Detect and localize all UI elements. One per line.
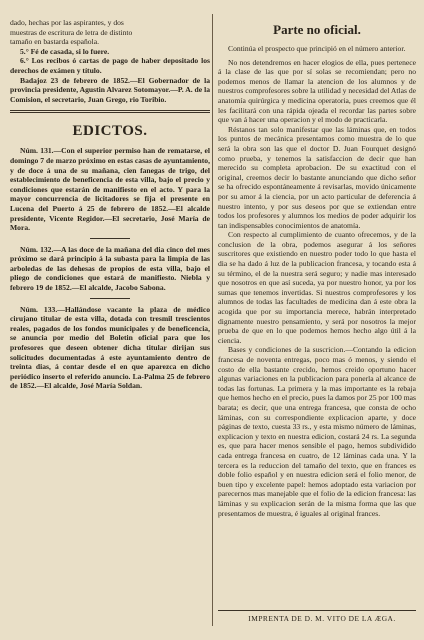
- prospectus-paragraph-3: Con respecto al cumplimiento de cuanto ofrecemos, y de la conclusion de la obra, podemos asegurar á los señores suscritores que existiendo en nuestro poder todo lo que hasta el dia se ha dado á luz de la publicacion francesa, y tocando esta á su término, el de la nuestra será seguro; y nadie mas interesado que nosotros en que así suceda, ya por nuestro honor, ya por los sumas que tenemos invertidas. Si nuestros comprofesores y los alumnos de todas las facultades de medicina dan á este obra la acogida que por su importancia merece, habrán interpretado dignamente nuestro pensamiento, y será por nosotros la mejor prueba de que en lo que podemos hemos hecho algo útil á la ciencia.: [218, 230, 416, 345]
- edicto-133: Núm. 133.—Hallándose vacante la plaza de médico cirujano titular de esta villa, dotada con tresmil trescientos reales, pagados de los fondos municipales y de beneficencia, se anuncia por medio del Boletin oficial para que los profesores que deseen obtener dicha titular dirijan sus solicitudes documentadas á este ayuntamiento dentro de treinta dias, á contar desde el en que aparezca en dicho periódico inserto el referido anuncio. La-Palma 25 de febrero de 1852.—El alcalde, José María Soldan.: [10, 304, 210, 391]
- edicto-131: Núm. 131.—Con el superior permiso han de rematarse, el domingo 7 de marzo próximo en estas casas de ayuntamiento, y de doce á una de su mañana, cien fanegas de trigo, del establecimiento de beneficencia de esta villa, bajo el precio y condiciones que estarán de manifiesto en el acto. Y para la mayor concurrencia de licitadores se fija el presente en Lucena del Puerto á 25 de febrero de 1852.—El alcalde presidente, Vicente Regidor.—El secretario, José María de Mora.: [10, 146, 210, 233]
- prospectus-paragraph-1: No nos detendremos en hacer elogios de ella, pues pertenece á la clase de las que por sí solas se recomiendan; pero no podemos menos de llamar la atencion de los alumnos y de nuestros comprofesores sobre la utilidad y necesidad del Atlas de anatomía quirúrgica y medicina operatoria, pues creemos que él les facilitará con una rápida ojeada el recordar las partes sobre que van á hacer una operacion y el modo de practicarla.: [218, 57, 417, 125]
- signature-block: Badajoz 23 de febrero de 1852.—El Gobernador de la provincia presidente, Agustin Alvarez Sotomayor.—P. A. de la Comision, el secretario, Juan Grego, rio Toribio.: [10, 75, 210, 104]
- edicto-separator: [90, 238, 130, 239]
- printer-imprint: IMPRENTA DE D. M. VITO DE LA ÆGA.: [248, 614, 396, 623]
- prospectus-paragraph-2: Réstanos tan solo manifestar que las láminas que, en todos los puntos de mecánica presentamos como muestra de lo que será la obra son las que el doctor D. Juan Fourquet designó como prueba, y tenemos la satisfaccion de decir que han merecido su completa aprobacion. De su exactitud con el original, creemos decir lo bastante anunciando que dicho señor se ha ofrecido espontáneamente á revisarlas, movido únicamente por su amor á la ciencia, por un acto particular de deferencia á nuestro intento, y por sus deseos por que se extiendan entre todos los profesores y alumnos los medios de poder adquirir los tan indispensables conocimientos de anatomía.: [218, 124, 416, 230]
- requirement-item-5: 5.° Fé de casada, si lo fuere.: [20, 46, 110, 56]
- section-rule: [10, 110, 210, 113]
- edicto-separator: [90, 298, 130, 299]
- footer-rule: [218, 610, 416, 611]
- edicto-132: Núm. 132.—A las doce de la mañana del dia cinco del mes próximo se dará principio á la subasta para la limpia de las arboledas de las dehesas de propios de esta villa, bajo el pliego de condiciones que estará de manifiesto. Niebla y febrero 19 de 1852.—El alcalde, Jacobo Sabona.: [10, 244, 210, 293]
- requirement-item-6: 6.° Los recibos ó cartas de pago de haber depositado los derechos de exámen y título.: [10, 56, 210, 75]
- parte-no-oficial-heading: Parte no oficial.: [273, 22, 361, 37]
- continued-line-1: dado, hechas por las aspirantes, y dos: [10, 18, 124, 27]
- right-column: [218, 18, 416, 518]
- edictos-heading: EDICTOS.: [72, 123, 148, 140]
- column-divider: [212, 14, 213, 626]
- prospectus-intro: Continúa el prospecto que principió en el número anterior.: [228, 44, 406, 53]
- continued-line-2: muestras de escritura de letra de distinto: [10, 27, 133, 37]
- continued-line-3: tamaño en bastarda española.: [10, 37, 99, 47]
- subscription-conditions: Bases y condiciones de la suscricion.—Contando la edicion francesa de noventa entregas, poco mas ó menos, y siendo el costo de ella bastante crecido, hemos creido oportuno hacer algunas variaciones en la publicacion para ponerla al alcance de todas las fortunas. La primera y la mas importante es la rebaja que hemos hecho en el precio, pues la damos por 25 por 100 mas barata; es decir, que una entrega francesa, que consta de ocho láminas, con su correspondiente explicacion aparte, y doce páginas de texto, cuesta 33 rs., y esta mismo número de láminas, explicacion y texto en nuestra edicion, costará 24 rs. La segunda es, que para hacer menos sensible el pago, hemos subdividido cada entrega francesa en cuatro, de 12 láminas cada una. Y la tercera es la reduccion del tamaño del texto, que en frances es doble folio español y en nuestra edicion será el folio menor, de buen tipo y excelente papel: hemos adoptado esta variacion por parecernos mas manejable que el folio de la edicion francesa: las láminas y su explicacion serán de la misma forma que las que presentamos de muestra, é iguales al original frances.: [218, 345, 416, 518]
- left-column: [10, 18, 210, 391]
